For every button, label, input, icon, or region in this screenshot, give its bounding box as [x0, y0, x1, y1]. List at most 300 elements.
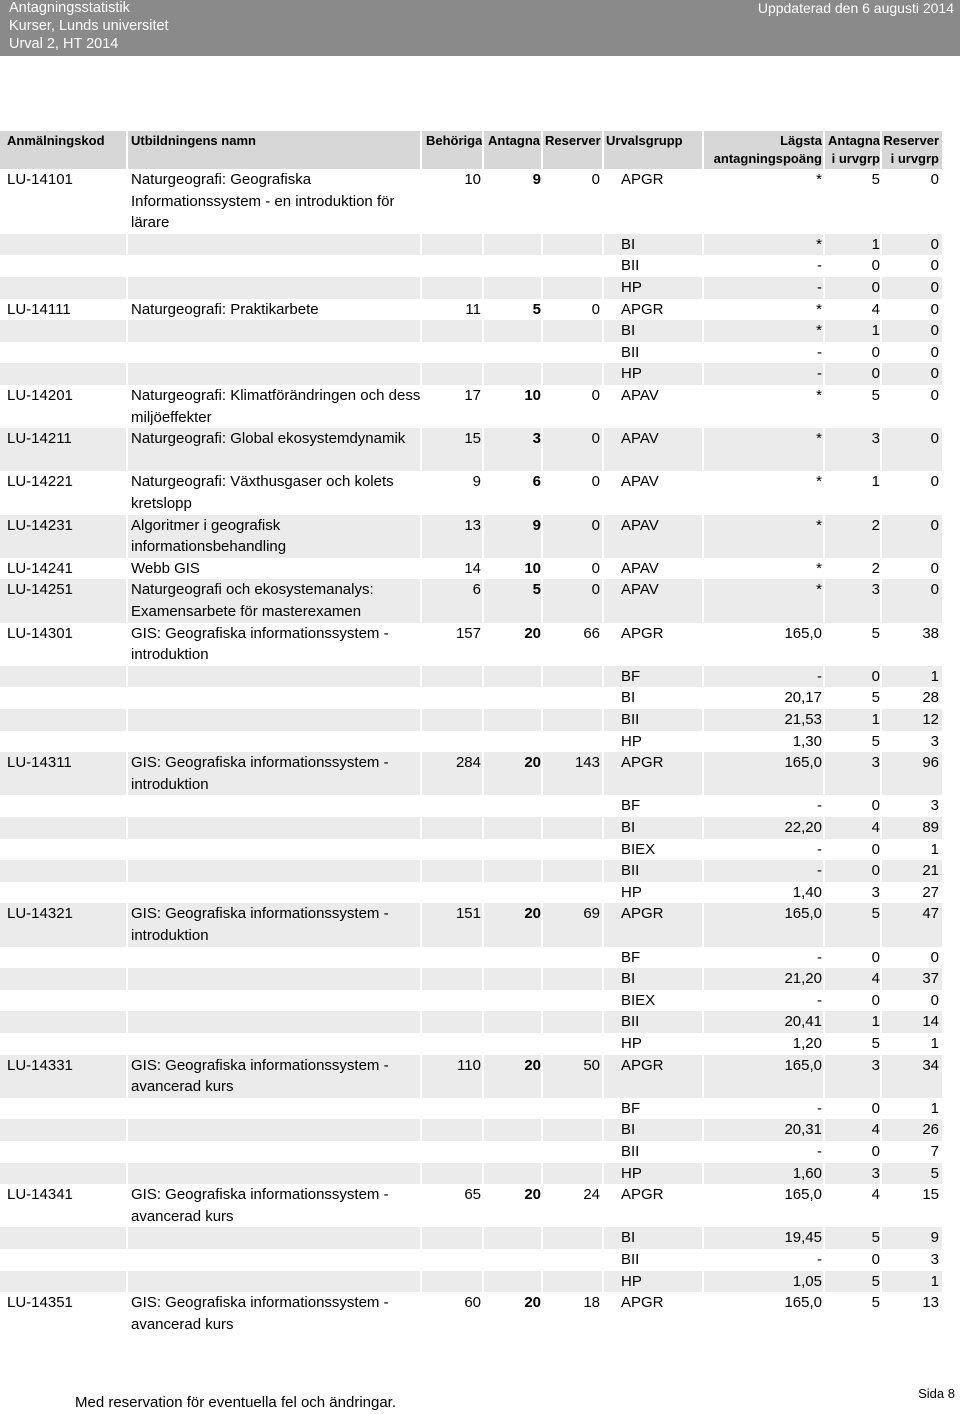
- group-cell: BII: [621, 257, 640, 275]
- table-row: [0, 1033, 942, 1055]
- reserves-group-cell: 0: [930, 559, 939, 577]
- column-divider: [880, 131, 882, 1335]
- admitted-group-cell: 2: [871, 559, 880, 577]
- admitted-group-cell: 4: [871, 970, 880, 988]
- reserves-group-cell: 0: [930, 365, 939, 383]
- admitted-group-cell: 1: [871, 322, 880, 340]
- admitted-group-cell: 0: [871, 667, 880, 685]
- min-points-cell: -: [817, 862, 822, 880]
- code-cell: LU-14201: [7, 387, 73, 404]
- group-cell: BF: [621, 948, 641, 966]
- table-row: [0, 515, 942, 558]
- admitted-group-cell: 5: [871, 1272, 880, 1290]
- eligible-cell: 11: [465, 300, 481, 318]
- group-cell: BF: [621, 667, 641, 685]
- admitted-group-cell: 0: [871, 797, 880, 815]
- group-cell: APAV: [621, 473, 659, 491]
- min-points-cell: 165,0: [784, 624, 822, 642]
- reserves-cell: 0: [591, 430, 600, 448]
- admitted-group-cell: 3: [871, 754, 880, 772]
- reserves-cell: 0: [591, 387, 600, 404]
- admitted-group-cell: 5: [871, 387, 880, 404]
- table-row: [0, 903, 942, 946]
- admitted-group-cell: 1: [871, 711, 880, 728]
- code-cell: LU-14321: [7, 905, 73, 923]
- min-points-cell: *: [816, 581, 822, 599]
- reserves-cell: 0: [591, 516, 600, 534]
- reserves-group-cell: 1: [930, 1272, 939, 1290]
- table-row: [0, 968, 942, 990]
- group-cell: APAV: [621, 516, 659, 534]
- min-points-cell: 165,0: [784, 1294, 822, 1312]
- name-cell: Naturgeografi: Praktikarbete: [131, 300, 319, 318]
- min-points-cell: -: [817, 948, 822, 966]
- admitted-cell: 5: [532, 300, 541, 318]
- name-cell: GIS: Geografiska informationssystem - introduktion: [131, 905, 389, 944]
- admitted-group-cell: 3: [871, 1164, 880, 1182]
- admitted-cell: 3: [532, 430, 541, 448]
- name-cell: GIS: Geografiska informationssystem - introduktion: [131, 754, 389, 793]
- reserves-group-cell: 38: [922, 624, 939, 642]
- table-row: [0, 234, 942, 256]
- table-row: [0, 860, 942, 882]
- min-points-cell: *: [816, 322, 822, 340]
- table-row: [0, 385, 942, 428]
- group-cell: BF: [621, 1099, 641, 1117]
- admitted-group-cell: 4: [871, 300, 880, 318]
- column-divider: [420, 131, 422, 1335]
- min-points-cell: -: [817, 365, 822, 383]
- page-number: Sida 8: [918, 1386, 955, 1401]
- group-cell: BI: [621, 1229, 636, 1247]
- min-points-cell: 22,20: [784, 819, 822, 836]
- code-cell: LU-14301: [7, 624, 73, 642]
- col-min-points-1: Lägsta: [780, 133, 822, 148]
- min-points-cell: 165,0: [784, 905, 822, 923]
- admitted-cell: 6: [532, 473, 541, 491]
- column-divider: [602, 131, 604, 1335]
- min-points-cell: 20,17: [784, 689, 822, 707]
- min-points-cell: 1,60: [792, 1164, 822, 1182]
- eligible-cell: 17: [464, 387, 481, 404]
- admitted-group-cell: 4: [871, 1186, 880, 1204]
- min-points-cell: 1,30: [792, 732, 822, 750]
- column-divider: [702, 131, 704, 1335]
- group-cell: HP: [621, 732, 642, 750]
- eligible-cell: 284: [455, 754, 481, 772]
- reserves-cell: 0: [591, 300, 600, 318]
- min-points-cell: *: [816, 387, 822, 404]
- reserves-group-cell: 3: [930, 1251, 939, 1268]
- reserves-group-cell: 1: [930, 840, 939, 858]
- name-cell: GIS: Geografiska informationssystem - avancerad kurs: [131, 1294, 389, 1333]
- table-row: [0, 471, 942, 514]
- table-row: [0, 1249, 942, 1271]
- min-points-cell: 19,45: [784, 1229, 822, 1247]
- code-cell: LU-14251: [7, 581, 73, 599]
- name-cell: Naturgeografi och ekosystemanalys: Examensarbete för masterexamen: [131, 581, 374, 620]
- reserves-group-cell: 3: [930, 732, 939, 750]
- report-title: Antagningsstatistik: [9, 0, 130, 16]
- admitted-group-cell: 0: [871, 257, 880, 275]
- table-row: [0, 1055, 942, 1098]
- group-cell: BI: [621, 819, 636, 836]
- reserves-group-cell: 1: [930, 1099, 939, 1117]
- group-cell: APGR: [621, 754, 664, 772]
- admitted-cell: 20: [524, 624, 541, 642]
- table-row: [0, 752, 942, 795]
- group-cell: APGR: [621, 1186, 664, 1204]
- col-group: Urvalsgrupp: [606, 133, 683, 148]
- group-cell: BF: [621, 797, 641, 815]
- admitted-group-cell: 1: [871, 1013, 880, 1031]
- reserves-group-cell: 96: [922, 754, 939, 772]
- reserves-group-cell: 89: [922, 819, 939, 836]
- eligible-cell: 14: [464, 559, 481, 577]
- min-points-cell: 1,20: [792, 1035, 822, 1052]
- reserves-group-cell: 7: [930, 1143, 939, 1160]
- table-row: [0, 839, 942, 861]
- reserves-group-cell: 0: [930, 171, 939, 188]
- reserves-group-cell: 26: [922, 1121, 939, 1139]
- eligible-cell: 13: [464, 516, 481, 534]
- group-cell: BII: [621, 1013, 640, 1031]
- admitted-group-cell: 3: [871, 581, 880, 599]
- min-points-cell: 1,05: [792, 1272, 822, 1290]
- table-row: [0, 795, 942, 817]
- eligible-cell: 6: [472, 581, 481, 599]
- min-points-cell: 165,0: [784, 1186, 822, 1204]
- table-row: [0, 428, 942, 471]
- admitted-cell: 9: [532, 171, 541, 188]
- admitted-group-cell: 3: [871, 883, 880, 901]
- group-cell: BII: [621, 862, 640, 880]
- min-points-cell: *: [816, 235, 822, 253]
- reserves-group-cell: 47: [922, 905, 939, 923]
- reserves-group-cell: 0: [930, 991, 939, 1009]
- code-cell: LU-14311: [7, 754, 72, 772]
- col-reserves-group-2: i urvgrp: [890, 151, 939, 166]
- min-points-cell: *: [816, 516, 822, 534]
- code-cell: LU-14211: [7, 430, 72, 448]
- reserves-group-cell: 9: [930, 1229, 939, 1247]
- min-points-cell: 20,41: [784, 1013, 822, 1031]
- min-points-cell: 165,0: [784, 754, 822, 772]
- reserves-group-cell: 14: [922, 1013, 939, 1031]
- reserves-cell: 24: [583, 1186, 600, 1204]
- admitted-group-cell: 0: [871, 279, 880, 296]
- reserves-cell: 0: [591, 171, 600, 188]
- group-cell: BI: [621, 235, 636, 253]
- table-row: [0, 882, 942, 904]
- admitted-group-cell: 4: [871, 1121, 880, 1139]
- admitted-group-cell: 1: [871, 473, 880, 491]
- min-points-cell: -: [817, 1251, 822, 1268]
- group-cell: BII: [621, 711, 640, 728]
- name-cell: Naturgeografi: Växthusgaser och kolets kretslopp: [131, 473, 394, 512]
- admitted-group-cell: 0: [871, 862, 880, 880]
- table-row: [0, 990, 942, 1012]
- group-cell: BII: [621, 343, 640, 361]
- table-header: [0, 131, 942, 169]
- group-cell: APGR: [621, 171, 664, 188]
- admitted-group-cell: 5: [871, 689, 880, 707]
- table-row: [0, 1271, 942, 1293]
- table-row: [0, 1011, 942, 1033]
- reserves-cell: 18: [583, 1294, 600, 1312]
- updated-date: Uppdaterad den 6 augusti 2014: [757, 0, 954, 16]
- reserves-cell: 0: [591, 559, 600, 577]
- min-points-cell: *: [816, 473, 822, 491]
- min-points-cell: -: [817, 279, 822, 296]
- min-points-cell: 20,31: [784, 1121, 822, 1139]
- reserves-group-cell: 0: [930, 430, 939, 448]
- min-points-cell: *: [816, 559, 822, 577]
- table-row: [0, 363, 942, 385]
- group-cell: APAV: [621, 581, 659, 599]
- reserves-group-cell: 0: [930, 257, 939, 275]
- admitted-group-cell: 0: [871, 343, 880, 361]
- min-points-cell: 21,20: [784, 970, 822, 988]
- col-name: Utbildningens namn: [131, 133, 256, 148]
- min-points-cell: 21,53: [784, 711, 822, 728]
- reserves-group-cell: 0: [930, 516, 939, 534]
- code-cell: LU-14341: [7, 1186, 73, 1204]
- admitted-group-cell: 0: [871, 1099, 880, 1117]
- min-points-cell: -: [817, 1143, 822, 1160]
- admitted-cell: 10: [524, 387, 541, 404]
- admitted-group-cell: 0: [871, 1143, 880, 1160]
- admitted-group-cell: 5: [871, 171, 880, 188]
- col-admitted-group-2: i urvgrp: [831, 151, 880, 166]
- reserves-group-cell: 0: [930, 322, 939, 340]
- min-points-cell: *: [816, 430, 822, 448]
- reserves-cell: 0: [591, 473, 600, 491]
- min-points-cell: 165,0: [784, 1056, 822, 1074]
- name-cell: Naturgeografi: Klimatförändringen och dess miljöeffekter: [131, 387, 421, 426]
- group-cell: HP: [621, 279, 642, 296]
- table-row: [0, 255, 942, 277]
- eligible-cell: 60: [464, 1294, 481, 1312]
- table-row: [0, 277, 942, 299]
- group-cell: APGR: [621, 300, 664, 318]
- reserves-group-cell: 0: [930, 279, 939, 296]
- group-cell: BII: [621, 1143, 640, 1160]
- admitted-group-cell: 5: [871, 1294, 880, 1312]
- table-row: [0, 1141, 942, 1163]
- eligible-cell: 65: [464, 1186, 481, 1204]
- col-min-points-2: antagningspoäng: [713, 151, 822, 166]
- admitted-group-cell: 4: [871, 819, 880, 836]
- report-subtitle: Kurser, Lunds universitet: [9, 18, 169, 34]
- table-row: [0, 947, 942, 969]
- admitted-cell: 20: [524, 754, 541, 772]
- admitted-group-cell: 5: [871, 1229, 880, 1247]
- table-row: [0, 579, 942, 622]
- min-points-cell: -: [817, 797, 822, 815]
- table-row: [0, 1184, 942, 1227]
- name-cell: GIS: Geografiska informationssystem - introduktion: [131, 624, 389, 664]
- min-points-cell: *: [816, 300, 822, 318]
- column-divider: [482, 131, 484, 1335]
- min-points-cell: -: [817, 257, 822, 275]
- group-cell: BII: [621, 1251, 640, 1268]
- reserves-group-cell: 3: [930, 797, 939, 815]
- admitted-group-cell: 5: [871, 1035, 880, 1052]
- table-row: [0, 731, 942, 753]
- col-admitted-group-1: Antagna: [828, 133, 880, 148]
- admitted-group-cell: 0: [871, 948, 880, 966]
- group-cell: BI: [621, 1121, 636, 1139]
- admitted-cell: 5: [532, 581, 541, 599]
- reserves-cell: 69: [583, 905, 600, 923]
- table-row: [0, 1119, 942, 1141]
- eligible-cell: 15: [464, 430, 481, 448]
- reserves-group-cell: 13: [922, 1294, 939, 1312]
- col-reserves: Reserver: [545, 133, 601, 148]
- reserves-group-cell: 12: [922, 711, 939, 728]
- table-row: [0, 1292, 942, 1335]
- min-points-cell: -: [817, 343, 822, 361]
- table-row: [0, 342, 942, 364]
- table-row: [0, 558, 942, 580]
- min-points-cell: 1,40: [792, 883, 822, 901]
- group-cell: HP: [621, 1272, 642, 1290]
- group-cell: APGR: [621, 624, 664, 642]
- group-cell: APAV: [621, 559, 659, 577]
- reserves-group-cell: 0: [930, 387, 939, 404]
- reserves-group-cell: 1: [930, 1035, 939, 1052]
- reserves-group-cell: 0: [930, 581, 939, 599]
- code-cell: LU-14231: [7, 516, 73, 534]
- min-points-cell: -: [817, 991, 822, 1009]
- reserves-group-cell: 34: [922, 1056, 939, 1074]
- disclaimer: Med reservation för eventuella fel och ändringar.: [75, 1394, 397, 1411]
- min-points-cell: -: [817, 667, 822, 685]
- min-points-cell: -: [817, 1099, 822, 1117]
- group-cell: HP: [621, 1164, 642, 1182]
- code-cell: LU-14241: [7, 559, 73, 577]
- table-row: [0, 817, 942, 839]
- reserves-cell: 0: [591, 581, 600, 599]
- admitted-cell: 20: [524, 1186, 541, 1204]
- group-cell: APGR: [621, 905, 664, 923]
- admitted-group-cell: 2: [871, 516, 880, 534]
- column-divider: [126, 131, 128, 1335]
- admitted-group-cell: 0: [871, 365, 880, 383]
- group-cell: BI: [621, 689, 636, 707]
- reserves-group-cell: 28: [922, 689, 939, 707]
- admitted-cell: 10: [524, 559, 541, 577]
- code-cell: LU-14221: [7, 473, 73, 491]
- group-cell: APGR: [621, 1056, 664, 1074]
- reserves-group-cell: 27: [922, 883, 939, 901]
- name-cell: GIS: Geografiska informationssystem - avancerad kurs: [131, 1056, 389, 1096]
- table-row: [0, 1227, 942, 1249]
- table-row: [0, 709, 942, 731]
- admitted-group-cell: 5: [871, 624, 880, 642]
- col-reserves-group-1: Reserver: [883, 133, 939, 148]
- reserves-group-cell: 1: [930, 667, 939, 685]
- group-cell: BIEX: [621, 840, 656, 858]
- admitted-group-cell: 5: [871, 905, 880, 923]
- code-cell: LU-14351: [7, 1294, 73, 1312]
- table-row: [0, 320, 942, 342]
- table-row: [0, 623, 942, 666]
- reserves-cell: 50: [583, 1056, 600, 1074]
- group-cell: APGR: [621, 1294, 664, 1312]
- reserves-group-cell: 15: [922, 1186, 939, 1204]
- col-admitted: Antagna: [488, 133, 540, 148]
- name-cell: GIS: Geografiska informationssystem - avancerad kurs: [131, 1186, 389, 1225]
- reserves-group-cell: 5: [930, 1164, 939, 1182]
- admission-round: Urval 2, HT 2014: [9, 36, 119, 52]
- code-cell: LU-14101: [7, 171, 73, 188]
- reserves-group-cell: 0: [930, 473, 939, 491]
- reserves-cell: 143: [574, 754, 600, 772]
- eligible-cell: 151: [455, 905, 481, 923]
- col-eligible: Behöriga: [426, 133, 483, 148]
- reserves-group-cell: 21: [922, 862, 939, 880]
- reserves-cell: 66: [583, 624, 600, 642]
- admitted-cell: 20: [524, 905, 541, 923]
- table-row: [0, 169, 942, 234]
- report-header: [0, 0, 960, 56]
- admitted-group-cell: 1: [871, 235, 880, 253]
- table-row: [0, 666, 942, 688]
- group-cell: HP: [621, 365, 642, 383]
- reserves-group-cell: 0: [930, 343, 939, 361]
- eligible-cell: 157: [455, 624, 481, 642]
- admitted-group-cell: 0: [871, 1251, 880, 1268]
- reserves-group-cell: 37: [922, 970, 939, 988]
- name-cell: Naturgeografi: Global ekosystemdynamik: [131, 430, 406, 448]
- name-cell: Naturgeografi: Geografiska Informationssystem - en introduktion för lärare: [131, 171, 395, 232]
- eligible-cell: 9: [472, 473, 481, 491]
- admitted-group-cell: 3: [871, 430, 880, 448]
- name-cell: Algoritmer i geografisk informationsbehandling: [131, 516, 287, 556]
- code-cell: LU-14111: [7, 300, 71, 318]
- admitted-group-cell: 0: [871, 840, 880, 858]
- group-cell: APAV: [621, 430, 659, 448]
- reserves-group-cell: 0: [930, 235, 939, 253]
- group-cell: BI: [621, 970, 636, 988]
- admitted-cell: 20: [524, 1294, 541, 1312]
- table-row: [0, 1163, 942, 1185]
- group-cell: APAV: [621, 387, 659, 404]
- group-cell: HP: [621, 1035, 642, 1052]
- admitted-cell: 20: [524, 1056, 541, 1074]
- admitted-group-cell: 5: [871, 732, 880, 750]
- reserves-group-cell: 0: [930, 300, 939, 318]
- admitted-cell: 9: [532, 516, 541, 534]
- group-cell: HP: [621, 883, 642, 901]
- code-cell: LU-14331: [7, 1056, 73, 1074]
- min-points-cell: *: [816, 171, 822, 188]
- eligible-cell: 10: [464, 171, 481, 188]
- admitted-group-cell: 3: [871, 1056, 880, 1074]
- table-row: [0, 299, 942, 321]
- group-cell: BIEX: [621, 991, 656, 1009]
- name-cell: Webb GIS: [131, 559, 200, 577]
- column-divider: [823, 131, 825, 1335]
- min-points-cell: -: [817, 840, 822, 858]
- reserves-group-cell: 0: [930, 948, 939, 966]
- group-cell: BI: [621, 322, 636, 340]
- eligible-cell: 110: [457, 1056, 481, 1074]
- table-row: [0, 687, 942, 709]
- col-code: Anmälningskod: [7, 133, 105, 148]
